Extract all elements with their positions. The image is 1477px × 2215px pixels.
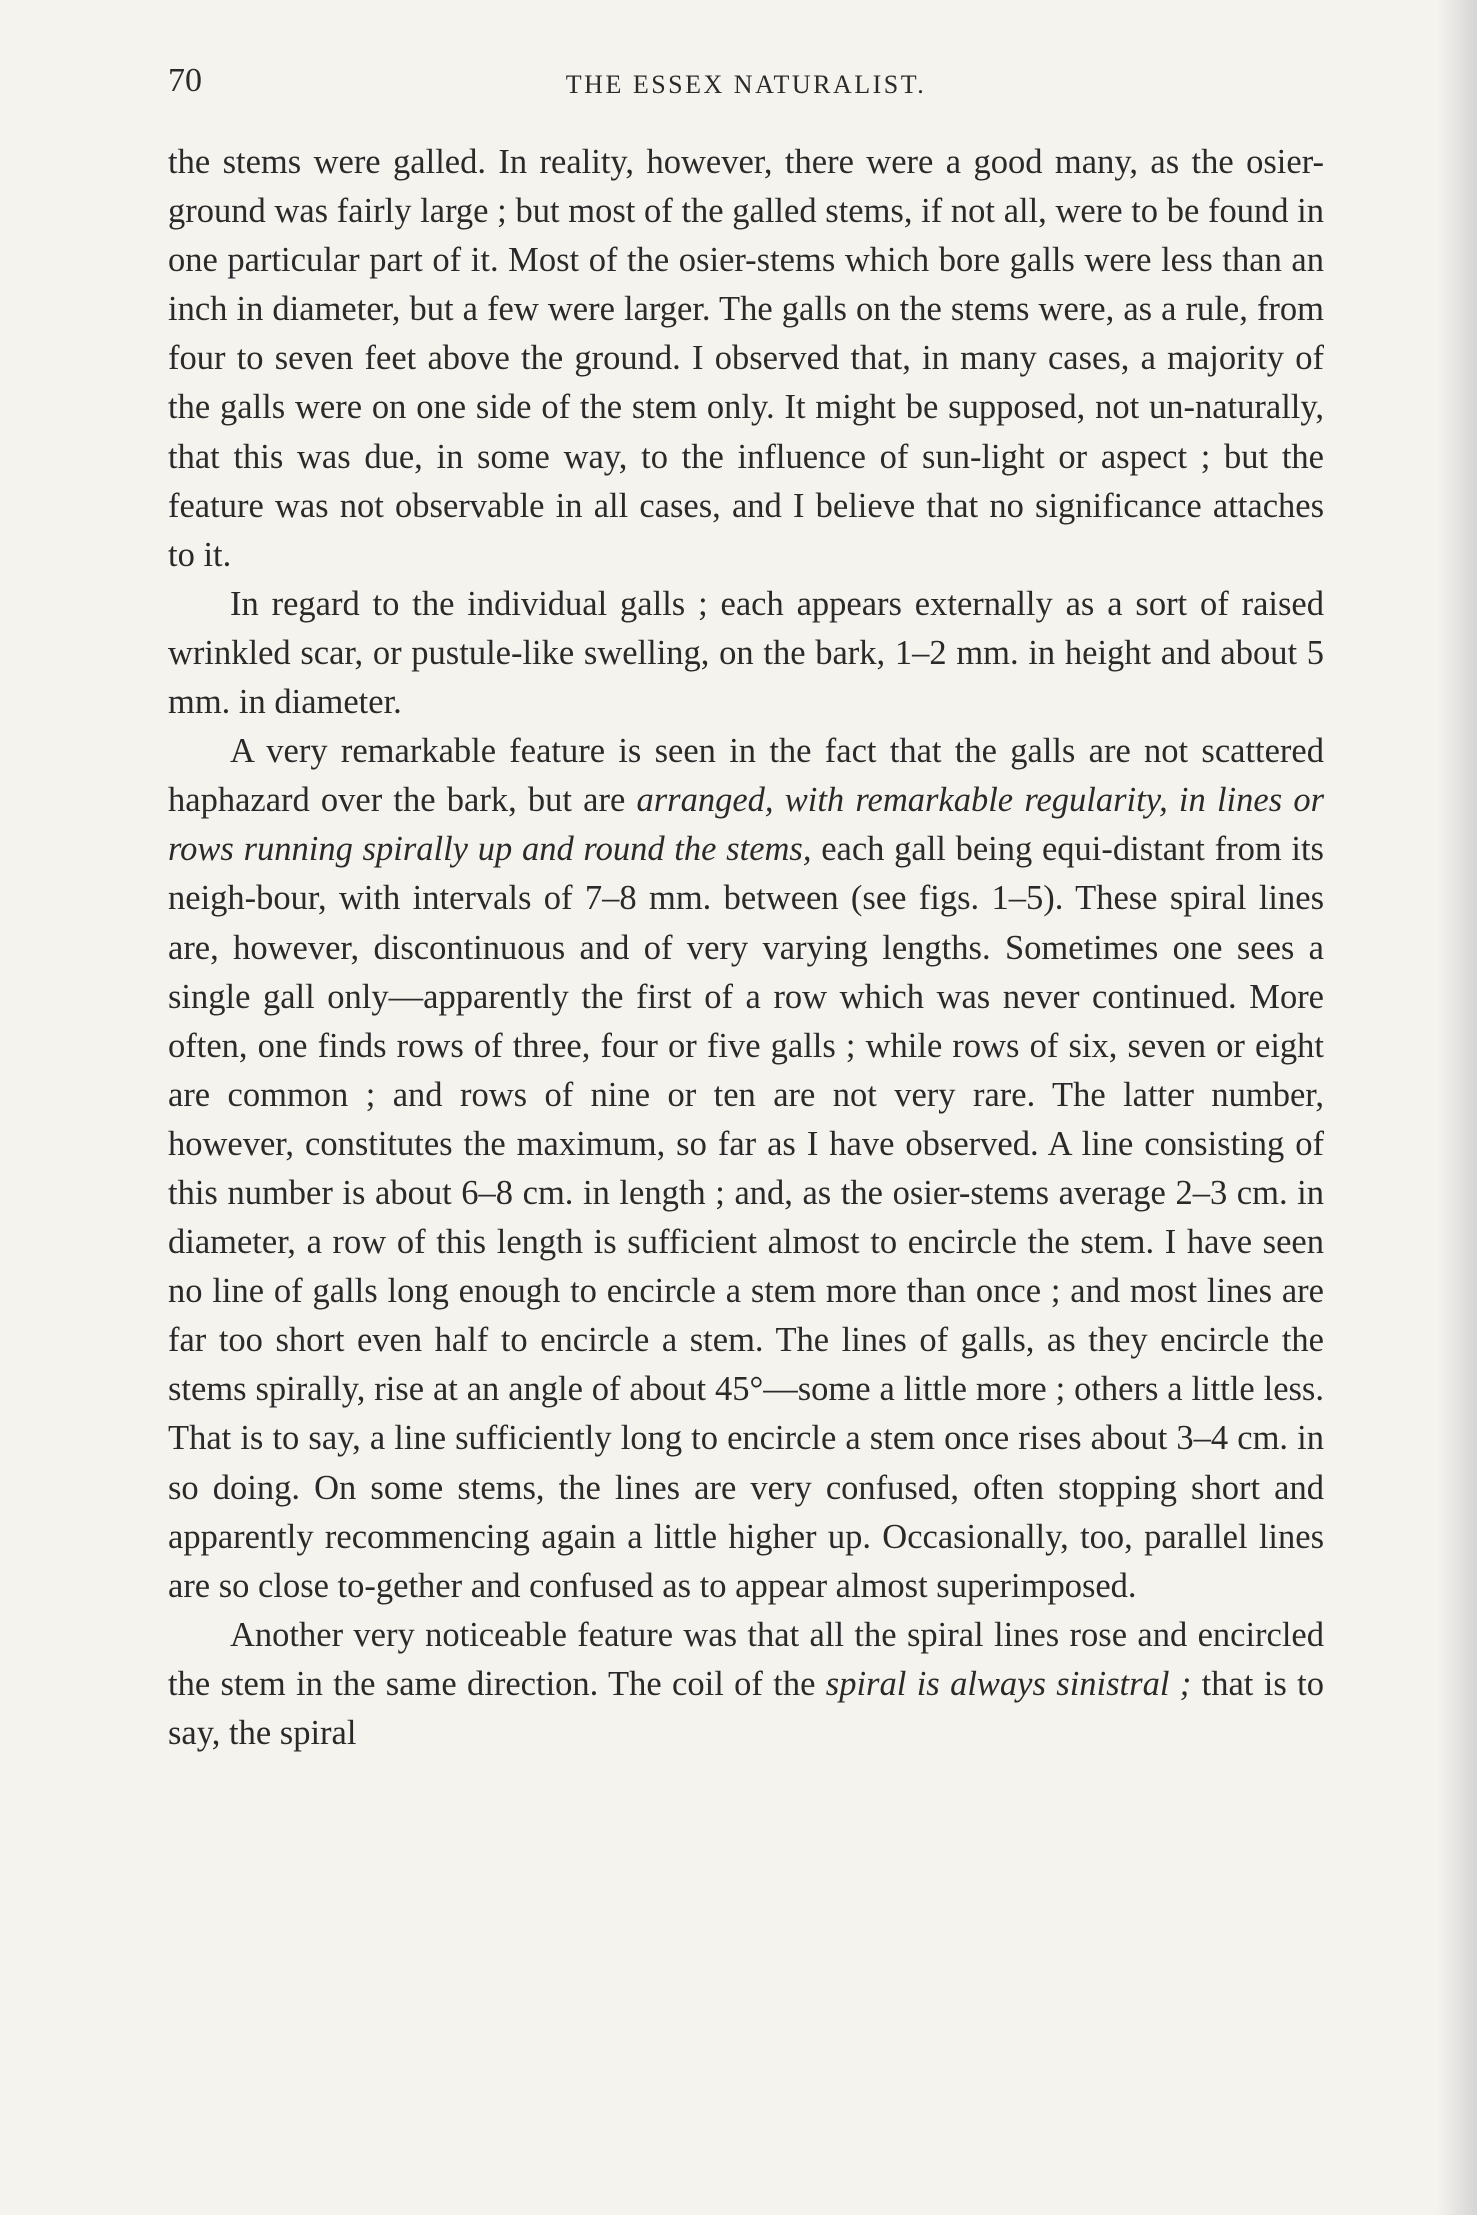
text-run: each gall being equi-distant from its neigh-bour, with intervals of 7–8 mm. between (see figs. 1–5). These spiral lines are, however, discontinuous and of very varying lengths. Sometimes one sees a single gall only—apparently the first of a row which was never continued. More often, one finds rows of three, four or five galls ; while rows of six, seven or eight are common ; and rows of nine or ten are not very rare. The latter number, however, constitutes the maximum, so far as I have observed. A line consisting of this number is about 6–8 cm. in length ; and, as the osier-stems average 2–3 cm. in diameter, a row of this length is sufficient almost to encircle the stem. I have seen no line of galls long enough to encircle a stem more than once ; and most lines are far too short even half to encircle a stem. The lines of galls, as they encircle the stems spirally, rise at an angle of about 45°—some a little more ; others a little less. That is to say, a line sufficiently long to encircle a stem once rises about 3–4 cm. in so doing. On some stems, the lines are very confused, often stopping short and apparently recommencing again a little higher up. Occasionally, too, parallel lines are so close to-gether and confused as to appear almost superimposed. xyxy=(168,830,1324,1605)
italic-text-run: arranged, with remarkable regularity, in lines or rows running spirally up and round the stems, xyxy=(168,781,1324,869)
page-header xyxy=(168,62,1324,112)
italic-text-run: spiral is always sinistral ; xyxy=(825,1664,1192,1703)
text-run: A very remarkable feature is seen in the fact that the galls are not scattered haphazard over the bark, but are xyxy=(168,732,1324,820)
text-run: that is to say, the spiral xyxy=(168,1664,1324,1752)
running-head: THE ESSEX NATURALIST. xyxy=(565,70,927,99)
paragraph xyxy=(168,580,1324,727)
body-text xyxy=(168,138,1324,1758)
paragraph xyxy=(168,727,1324,1611)
paragraph xyxy=(168,1611,1324,1758)
page-number: 70 xyxy=(168,62,202,99)
text-run: Another very noticeable feature was that all the spiral lines rose and encircled the stem in the same direction. The coil of the xyxy=(168,1615,1324,1703)
text-run: In regard to the individual galls ; each appears externally as a sort of raised wrinkled scar, or pustule-like swelling, on the bark, 1–2 mm. in height and about 5 mm. in diameter. xyxy=(168,584,1324,722)
text-run: the stems were galled. In reality, however, there were a good many, as the osier-ground was fairly large ; but most of the galled stems, if not all, were to be found in one particular part of it. Most of the osier-stems which bore galls were less than an inch in diameter, but a few were larger. The galls on the stems were, as a rule, from four to seven feet above the ground. I observed that, in many cases, a majority of the galls were on one side of the stem only. It might be supposed, not un-naturally, that this was due, in some way, to the influence of sun-light or aspect ; but the feature was not observable in all cases, and I believe that no significance attaches to it. xyxy=(168,143,1324,574)
paragraph xyxy=(168,138,1324,580)
